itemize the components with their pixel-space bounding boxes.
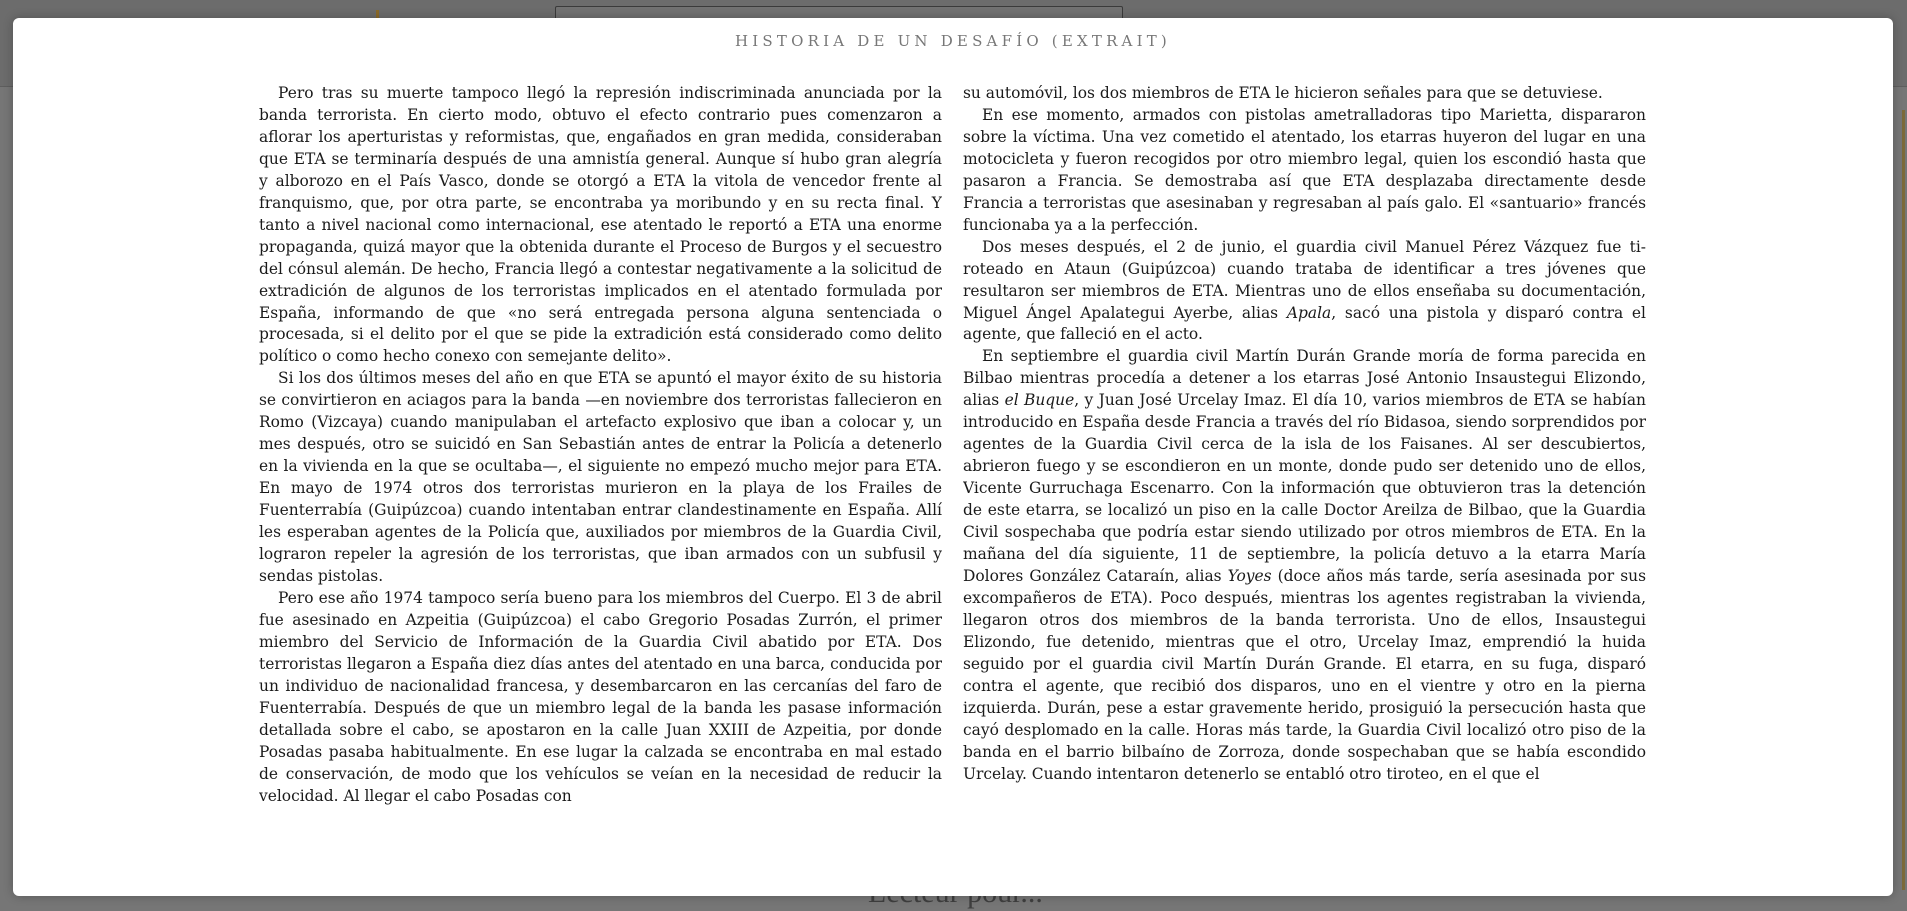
alias-italic: el Buque: [1004, 391, 1075, 410]
paragraph: En ese momento, armados con pistolas ametralladoras tipo Marietta, dispararon sobre la víctima. Una vez cometido el atentado, los etarras huyeron del lugar en una motocicleta y fueron recogidos por otro miembro legal, quien los escondió hasta que pasaron a Francia. Se demostraba así que ETA desplazaba directamente desde Francia a terroristas que asesinaban y regresaban al país galo. El «santuario» francés funcionaba ya a la perfección.: [963, 105, 1646, 234]
text-run: (doce años más tarde, sería asesinada por sus excompañeros de ETA). Poco después, mientras los agentes registraban la vivienda, llegaron otros dos miembros de la banda terrorista. Uno de ellos, Insaustegui Elizondo, fue detenido, mientras que el otro, Urcelay Imaz, emprendió la huida seguido por el guardia civil Martín Durán Grande. El etarra, en su fuga, disparó contra el agente, que recibió dos disparos, uno en el vientre y otro en la pierna izquierda. Durán, pese a estar gravemente herido, prosiguió la persecución hasta que cayó desplomado en la calle. Horas más tarde, la Guardia Civil localizó otro piso de la banda en el barrio bilbaíno de Zorroza, donde sospechaban que se había escondido Urcelay. Cuando intentaron detenerlo se entabló otro tiroteo, en el que el: [963, 566, 1646, 783]
text-run: Dos meses después, el 2 de junio, el guardia civil Manuel Pérez Vázquez fue tiroteado en Ataun (Guipúzcoa) cuando trataba de identificar a tres jóvenes que resultaron ser miembros de ETA. Mientras uno de ellos enseñaba su documentación, Miguel Ángel Apalategui Ayerbe, alias: [963, 237, 1646, 322]
text-column-left: [259, 83, 942, 853]
background-edge-line: [1902, 110, 1905, 890]
paragraph: Si los dos últimos meses del año en que ETA se apuntó el mayor éxito de su historia se convirtieron en aciagos para la banda —en noviembre dos terroristas fallecieron en Romo (Vizcaya) cuando manipulaban el artefacto explosivo que iban a colocar y, un mes después, otro se suicidó en San Sebastián antes de entrar la Policía a detenerlo en la vivienda en la que se ocultaba—, el siguiente no empezó mucho mejor para ETA. En mayo de 1974 otros dos terroristas murieron en la playa de los Frailes de Fuenterrabía (Guipúzcoa) cuando intentaban entrar clandestinamente en España. Allí les esperaban agentes de la Policía que, auxiliados por miembros de la Guardia Civil, lograron repeler la agresión de los terroristas, que iban armados con un subfusil y sendas pistolas.: [259, 369, 942, 585]
paragraph: Pero ese año 1974 tampoco sería bueno para los miembros del Cuerpo. El 3 de abril fue asesinado en Azpeitia (Guipúzcoa) el cabo Gregorio Posadas Zurrón, el primer miembro del Servicio de Información de la Guardia Civil abatido por ETA. Dos terroristas llegaron a España diez días antes del atentado en una barca, conducida por un individuo de nacionalidad francesa, y desembarcaron en las cercanías del faro de Fuenterrabía. Después de que un miembro legal de la banda les pasase información detallada sobre el cabo, se apostaron en la calle Juan XXIII de Azpeitia, por donde Posadas pasaba habitualmente. En ese lugar la calzada se encontraba en mal estado de conservación, de modo que los vehículos se veían en la necesidad de reducir la velocidad. Al llegar el cabo Posadas con: [259, 588, 942, 805]
paragraph: Pero tras su muerte tampoco llegó la represión indiscriminada anunciada por la banda terrorista. En cierto modo, obtuvo el efecto contrario pues comenzaron a aflorar los aperturistas y reformistas, que, engañados en gran medida, consideraban que ETA se terminaría después de una amnistía general. Aunque sí hubo gran alegría y alborozo en el País Vasco, donde se otorgó a ETA la vitola de vencedor frente al franquismo, que, por otra parte, se encontraba ya moribundo y en su recta final. Y tanto a nivel nacional como internacional, ese atentado le reportó a ETA una enorme propaganda, quizá mayor que la obtenida durante el Proceso de Burgos y el secuestro del cónsul alemán. De hecho, Francia llegó a contestar negativamente a la solicitud de extradición de algunos de los terroristas implicados en el atentado formulada por España, informando de que «no será entregada persona alguna sentenciada o procesada, si el delito por el que se pide la extradición está considerado como delito político o como hecho conexo con semejante delito».: [259, 84, 942, 366]
paragraph: [963, 346, 1646, 785]
text-run: , sacó una pistola y disparó contra el agente, que falleció en el acto.: [963, 303, 1646, 344]
paragraph: [963, 237, 1646, 347]
excerpt-modal: [13, 18, 1893, 896]
text-run: En septiembre el guardia civil Martín Durán Grande moría de forma parecida en Bilbao mientras procedía a detener a los etarras José Antonio Insaustegui Elizondo, alias: [963, 347, 1646, 410]
text-column-right: [963, 83, 1646, 853]
paragraph-continued: su automóvil, los dos miembros de ETA le hicieron señales para que se detuviese.: [963, 84, 1603, 102]
text-run: , y Juan José Urcelay Imaz. El día 10, varios miembros de ETA se habían introducido en España desde Francia a través del río Bidasoa, siendo sorprendidos por agentes de la Guardia Civil cerca de la isla de los Faisanes. Al ser descubiertos, abrieron fuego y se escondieron en un monte, donde pudo ser detenido uno de ellos, Vicente Gurruchaga Escenarro. Con la información que obtuvieron tras la detención de este etarra, se localizó un piso en la calle Doctor Areilza de Bilbao, que la Guardia Civil sospechaba que podría estar siendo utilizado por otros miembros de ETA. En la mañana del día siguiente, 11 de septiembre, la policía detuvo a la etarra María Dolores González Cataraín, alias: [963, 391, 1646, 585]
modal-title: HISTORIA DE UN DESAFÍO (EXTRAIT): [735, 32, 1171, 50]
alias-italic: Yoyes: [1227, 566, 1272, 585]
alias-italic: Apala: [1286, 303, 1332, 322]
